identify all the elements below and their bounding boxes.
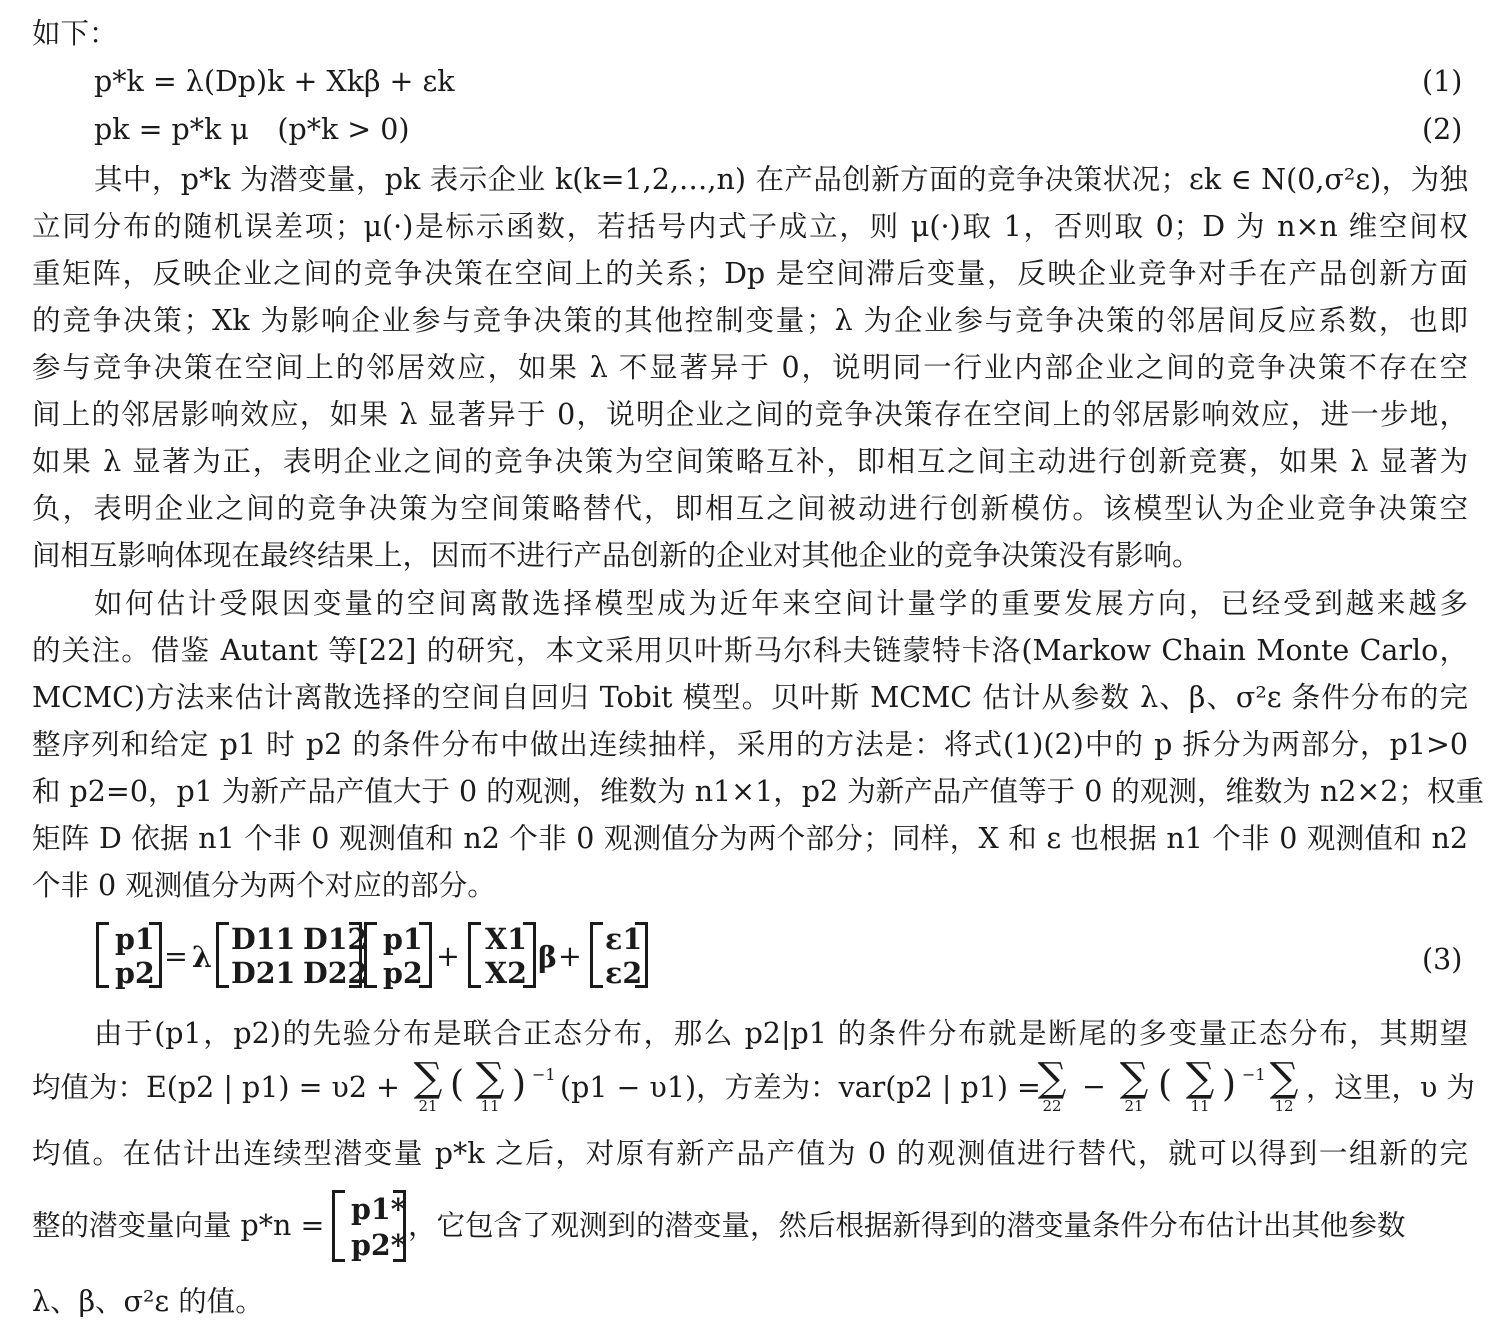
sum-index: 12 [1274,1097,1294,1115]
lambda-symbol: λ [192,940,212,974]
text-line: 个非 0 观测值分为两个对应的部分。 [32,869,496,902]
text-line: 均值。在估计出连续型潜变量 p*k 之后，对原有新产品产值为 0 的观测值进行替代，就可以得到一组新的完 [32,1137,1468,1170]
equation-number: (1) [1422,65,1463,98]
equals-sign: = [164,940,188,973]
text-fragment: ，它包含了观测到的潜变量，然后根据新得到的潜变量条件分布估计出其他参数 [408,1209,1406,1242]
matrix-cell: p1 [115,922,155,956]
text-line: MCMC)方法来估计离散选择的空间自回归 Tobit 模型。贝叶斯 MCMC 估计从参数 λ、β、σ²ε 条件分布的完 [32,681,1468,714]
sum-index: 22 [1042,1097,1062,1115]
plus-sign: + [436,940,460,973]
matrix-cell: D21 [231,956,296,990]
matrix-cell: D11 [231,922,296,956]
exponent: −1 [532,1065,556,1084]
matrix-cell: p2 [115,956,155,990]
right-paren: ) [512,1064,527,1105]
text-line: 如果 λ 显著为正，表明企业之间的竞争决策为空间策略互补，即相互之间主动进行创新竞赛，如果 λ 显著为 [32,445,1468,478]
vector-cell: p2* [351,1228,406,1262]
minus-sign: − [1082,1070,1106,1103]
vector-pn [332,1190,406,1262]
matrix-p [364,922,432,988]
sum-index: 11 [480,1097,500,1115]
beta-symbol: β [538,940,557,974]
text-line: 由于(p1，p2)的先验分布是联合正态分布，那么 p2|p1 的条件分布就是断尾的多变量正态分布，其期望 [94,1017,1468,1050]
text-line: 如何估计受限因变量的空间离散选择模型成为近年来空间计量学的重要发展方向，已经受到越来越多 [94,587,1468,620]
matrix-cell: p2 [383,956,423,990]
plus-sign: + [558,940,582,973]
text-line: 和 p2=0，p1 为新产品产值大于 0 的观测，维数为 n1×1，p2 为新产品产值等于 0 的观测，维数为 n2×2；权重 [32,775,1484,808]
text-line: 间上的邻居影响效应，如果 λ 显著异于 0，说明企业之间的竞争决策存在空间上的邻居影响效应，进一步地， [32,398,1468,431]
text-line: 矩阵 D 依据 n1 个非 0 观测值和 n2 个非 0 观测值分为两个部分；同样，X 和 ε 也根据 n1 个非 0 观测值和 n2 [32,822,1468,855]
text-line: 的关注。借鉴 Autant 等[22] 的研究，本文采用贝叶斯马尔科夫链蒙特卡洛(Markow Chain Monte Carlo， [32,634,1468,667]
text-line: 的竞争决策；Xk 为影响企业参与竞争决策的其他控制变量；λ 为企业参与竞争决策的邻居间反应系数，也即 [32,304,1468,337]
matrix-cell: X1 [485,922,527,956]
matrix-d [216,922,368,990]
left-paren: ( [1158,1064,1173,1105]
text-line: 立同分布的随机误差项；μ(·)是标示函数，若括号内式子成立，则 μ(·)取 1，否则取 0；D 为 n×n 维空间权 [32,210,1469,243]
equation-1: p*k = λ(Dp)k + Xkβ + εk [94,65,455,98]
left-paren: ( [450,1064,465,1105]
text-line: 间相互影响体现在最终结果上，因而不进行产品创新的企业对其他企业的竞争决策没有影响。 [32,539,1201,572]
text-line: 整序列和给定 p1 时 p2 的条件分布中做出连续抽样，采用的方法是：将式(1)(2)中的 p 拆分为两部分，p1>0 [32,728,1468,761]
text-fragment: 均值为：E(p2 | p1) = υ2 + [32,1071,400,1104]
equation-number: (2) [1422,113,1463,146]
matrix-cell: ε2 [605,956,643,990]
sum-symbol: ∑ 21 [410,1058,446,1114]
sum-index: 11 [1190,1097,1210,1115]
text-line: 如下： [32,17,118,50]
text-fragment: (p1 − υ1)，方差为：var(p2 | p1) = [560,1071,1041,1104]
sum-index: 21 [418,1097,438,1115]
vector-cell: p1* [351,1192,406,1226]
matrix-x [468,922,536,988]
matrix-cell: D22 [303,956,368,990]
matrix-cell: X2 [485,956,527,990]
matrix-cell: p1 [383,922,423,956]
text-line: 重矩阵，反映企业之间的竞争决策在空间上的关系；Dp 是空间滞后变量，反映企业竞争对手在产品创新方面 [32,257,1468,290]
text-fragment: ，这里，υ 为 [1306,1071,1475,1104]
matrix-eps [590,922,648,988]
text-line: 负，表明企业之间的竞争决策为空间策略替代，即相互之间被动进行创新模仿。该模型认为企业竞争决策空 [32,492,1468,525]
sum-symbol: ∑ 22 [1034,1058,1070,1114]
text-line: λ、β、σ²ε 的值。 [32,1285,264,1318]
text-line: 其中，p*k 为潜变量，pk 表示企业 k(k=1,2,…,n) 在产品创新方面的竞争决策状况；εk ∈ N(0,σ²ε)，为独 [94,163,1468,196]
matrix-lhs [96,922,162,988]
text-line: 参与竞争决策在空间上的邻居效应，如果 λ 不显著异于 0，说明同一行业内部企业之间的竞争决策不存在空 [32,351,1468,384]
sum-symbol: ∑ 11 [472,1058,508,1114]
equation-number: (3) [1422,943,1463,976]
sum-index: 21 [1124,1097,1144,1115]
exponent: −1 [1242,1065,1266,1084]
sum-symbol: ∑ 11 [1182,1058,1218,1114]
sum-symbol: ∑ 21 [1116,1058,1152,1114]
text-fragment: 整的潜变量向量 p*n = [32,1209,325,1242]
sum-symbol: ∑ 12 [1266,1058,1302,1114]
right-paren: ) [1222,1064,1237,1105]
matrix-cell: ε1 [605,922,643,956]
matrix-cell: D12 [303,922,368,956]
equation-2: pk = p*k μ (p*k > 0) [94,113,410,146]
